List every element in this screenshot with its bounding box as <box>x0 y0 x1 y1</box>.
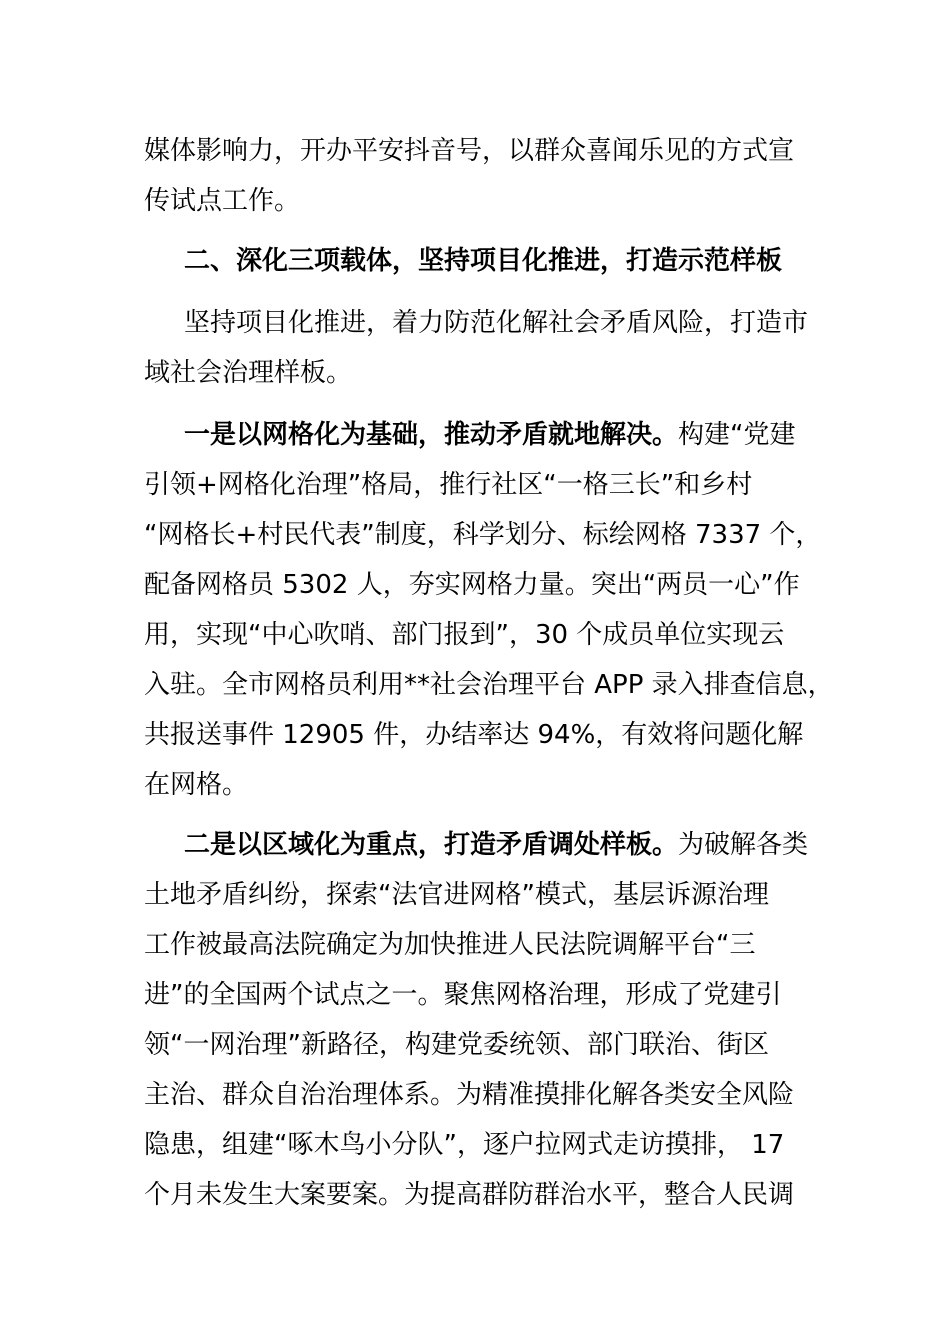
point2-line-6: 主治、群众自治治理体系。为精准摸排化解各类安全风险 <box>144 1080 795 1110</box>
point2-lead: 二是以区域化为重点，打造矛盾调处样板。 <box>184 830 679 860</box>
point1-line-1 <box>184 410 796 460</box>
point1-lead: 一是以网格化为基础，推动矛盾就地解决。 <box>184 420 679 450</box>
intro-line-2: 传试点工作。 <box>144 186 301 216</box>
point1-line-6: 入驻。全市网格员利用**社会治理平台 APP 录入排查信息， <box>144 670 834 700</box>
point2-line-2: 土地矛盾纠纷，探索“法官进网格”模式，基层诉源治理 <box>144 880 769 910</box>
point1-line-4: 配备网格员 5302 人，夯实网格力量。突出“两员一心”作 <box>144 570 800 600</box>
point1-line-7: 共报送事件 12905 件，办结率达 94%，有效将问题化解 <box>144 720 804 750</box>
point2-line-3: 工作被最高法院确定为加快推进人民法院调解平台“三 <box>144 930 756 960</box>
point2-line-7: 隐患，组建“啄木鸟小分队”，逐户拉网式走访摸排， 17 <box>144 1130 785 1160</box>
point2-line-4: 进”的全国两个试点之一。聚焦网格治理，形成了党建引 <box>144 980 782 1010</box>
point1-line-5: 用，实现“中心吹哨、部门报到”，30 个成员单位实现云 <box>144 620 785 650</box>
section-heading: 二、深化三项载体，坚持项目化推进，打造示范样板 <box>184 246 783 276</box>
point2-line1-rest: 为破解各类 <box>678 830 809 860</box>
point1-line-3: “网格长+村民代表”制度，科学划分、标绘网格 7337 个， <box>144 520 822 550</box>
point1-line-2: 引领+网格化治理”格局，推行社区“一格三长”和乡村 <box>144 470 753 500</box>
point2-line-5: 领“一网治理”新路径，构建党委统领、部门联治、街区 <box>144 1030 769 1060</box>
point1-line-8: 在网格。 <box>144 770 249 800</box>
point2-line-1 <box>184 820 808 870</box>
point1-line1-rest: 构建“党建 <box>678 420 796 450</box>
section-intro-line-1: 坚持项目化推进，着力防范化解社会矛盾风险，打造市 <box>184 308 809 338</box>
section-intro-line-2: 域社会治理样板。 <box>144 358 353 388</box>
point2-line-8: 个月未发生大案要案。为提高群防群治水平，整合人民调 <box>144 1180 795 1210</box>
intro-line-1: 媒体影响力，开办平安抖音号，以群众喜闻乐见的方式宣 <box>144 136 795 166</box>
